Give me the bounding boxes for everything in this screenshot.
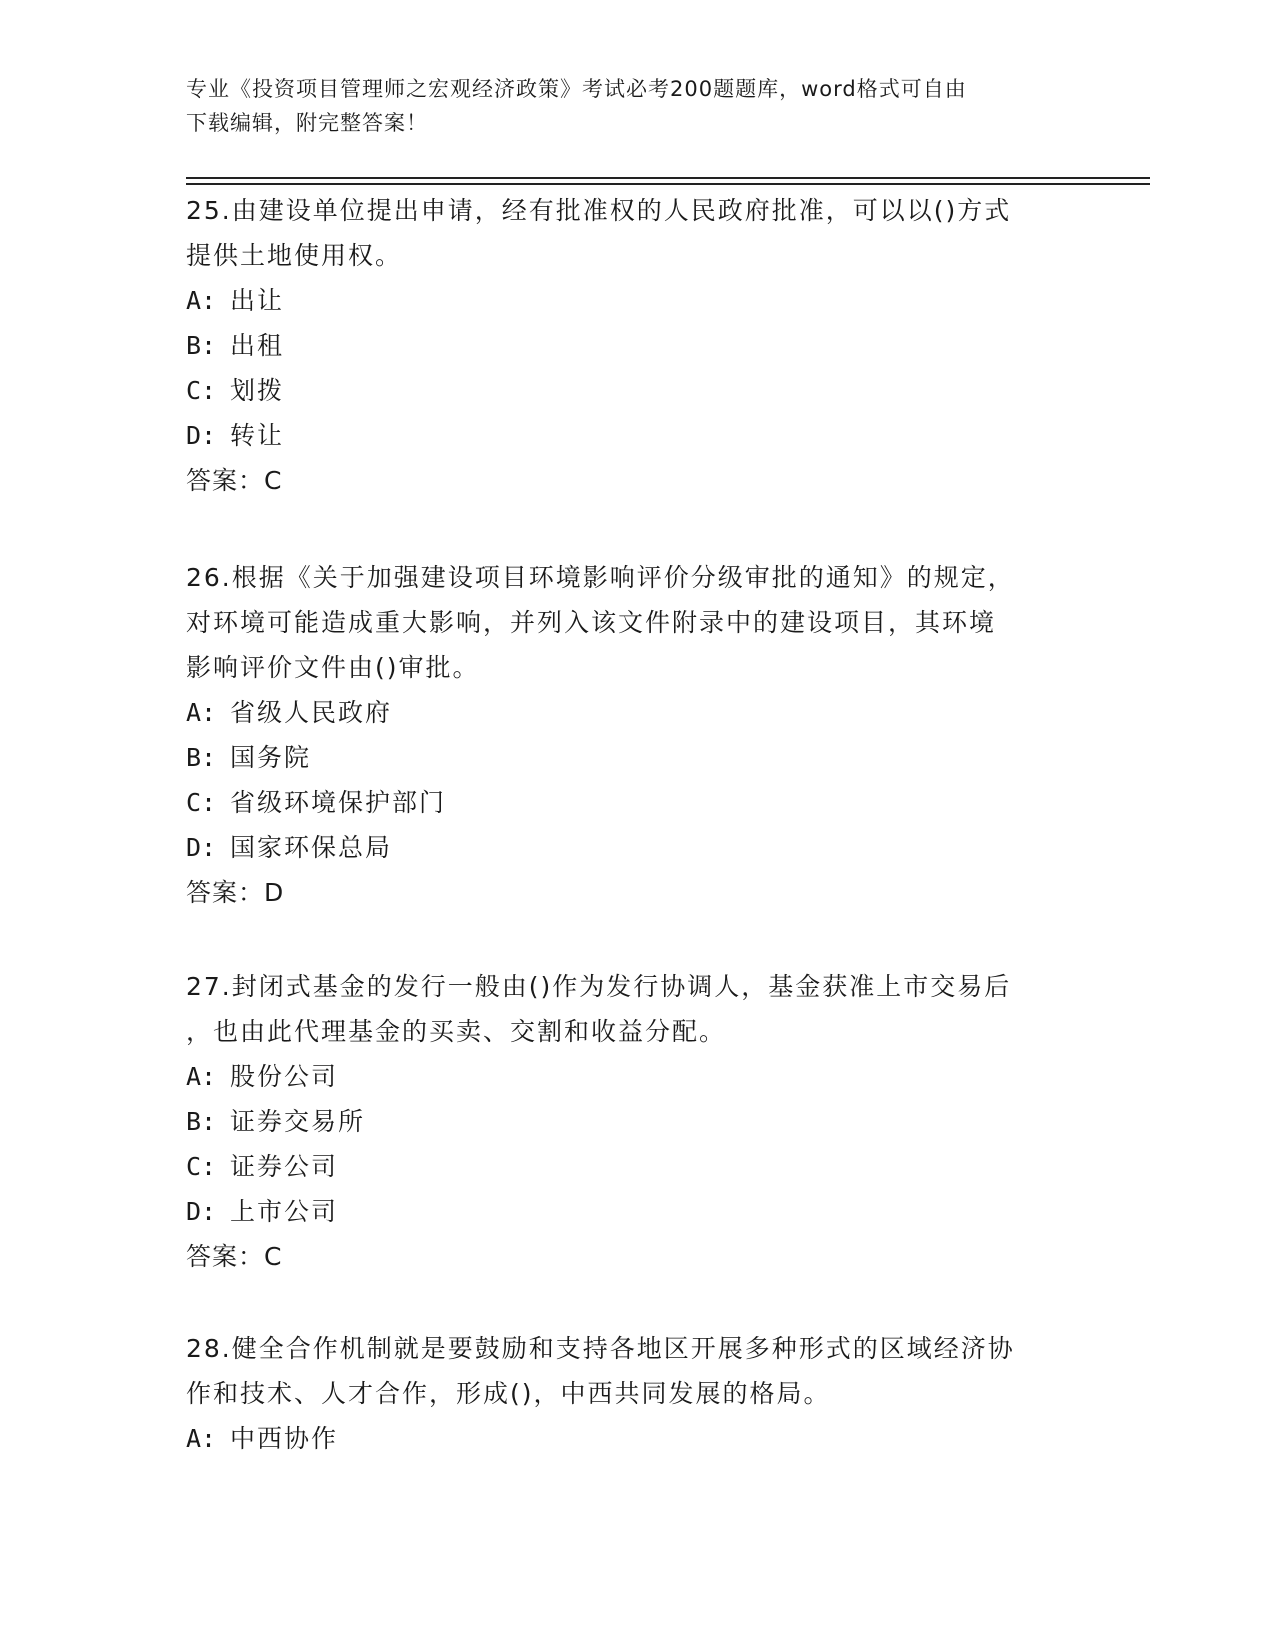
option-key: B:	[186, 743, 217, 772]
option-text: 上市公司	[230, 1197, 339, 1226]
header-line-2: 下载编辑，附完整答案！	[186, 111, 428, 135]
option-d	[186, 825, 1086, 870]
question-stem-line: 27.封闭式基金的发行一般由()作为发行协调人，基金获准上市交易后	[186, 972, 1012, 1001]
question-stem-line: 28.健全合作机制就是要鼓励和支持各地区开展多种形式的区域经济协	[186, 1334, 1015, 1363]
option-text: 出让	[230, 286, 285, 315]
option-c	[186, 1144, 1086, 1189]
option-key: A:	[186, 286, 217, 315]
option-text: 国务院	[230, 743, 312, 772]
option-text: 省级环境保护部门	[230, 788, 447, 817]
option-text: 划拨	[230, 376, 285, 405]
option-text: 证券交易所	[230, 1107, 366, 1136]
option-a	[186, 1054, 1086, 1099]
option-b	[186, 735, 1086, 780]
option-a	[186, 1416, 1086, 1461]
option-key: A:	[186, 1424, 217, 1453]
option-b	[186, 323, 1086, 368]
question-stem-line: 25.由建设单位提出申请，经有批准权的人民政府批准，可以以()方式	[186, 196, 1012, 225]
option-d	[186, 413, 1086, 458]
option-text: 转让	[230, 421, 285, 450]
option-text: 出租	[230, 331, 285, 360]
question-26	[186, 555, 1086, 916]
option-key: D:	[186, 833, 217, 862]
option-a	[186, 690, 1086, 735]
option-text: 国家环保总局	[230, 833, 393, 862]
option-key: B:	[186, 331, 217, 360]
option-text: 中西协作	[230, 1424, 339, 1453]
question-stem-line: 作和技术、人才合作，形成()，中西共同发展的格局。	[186, 1379, 831, 1408]
option-key: B:	[186, 1107, 217, 1136]
option-c	[186, 368, 1086, 413]
option-key: A:	[186, 698, 217, 727]
option-d	[186, 1189, 1086, 1234]
option-text: 证券公司	[230, 1152, 339, 1181]
option-b	[186, 1099, 1086, 1144]
option-key: C:	[186, 376, 217, 405]
header-divider-top	[186, 177, 1150, 179]
question-stem-line: 影响评价文件由()审批。	[186, 653, 480, 682]
header-divider-bottom	[186, 183, 1150, 185]
answer-line: 答案：D	[186, 878, 285, 907]
option-key: D:	[186, 1197, 217, 1226]
question-27	[186, 964, 1086, 1280]
option-key: D:	[186, 421, 217, 450]
answer-line: 答案：C	[186, 1242, 283, 1271]
option-key: C:	[186, 1152, 217, 1181]
question-stem-line: 提供土地使用权。	[186, 241, 403, 270]
document-header	[186, 72, 1066, 140]
option-text: 股份公司	[230, 1062, 339, 1091]
option-c	[186, 780, 1086, 825]
answer-line: 答案：C	[186, 466, 283, 495]
option-key: A:	[186, 1062, 217, 1091]
option-text: 省级人民政府	[230, 698, 393, 727]
question-25	[186, 188, 1086, 504]
question-28	[186, 1326, 1086, 1461]
option-key: C:	[186, 788, 217, 817]
header-line-1: 专业《投资项目管理师之宏观经济政策》考试必考200题题库，word格式可自由	[186, 77, 967, 101]
question-stem-line: 26.根据《关于加强建设项目环境影响评价分级审批的通知》的规定，	[186, 563, 1015, 592]
question-stem-line: ，也由此代理基金的买卖、交割和收益分配。	[186, 1017, 727, 1046]
question-stem-line: 对环境可能造成重大影响，并列入该文件附录中的建设项目，其环境	[186, 608, 997, 637]
option-a	[186, 278, 1086, 323]
